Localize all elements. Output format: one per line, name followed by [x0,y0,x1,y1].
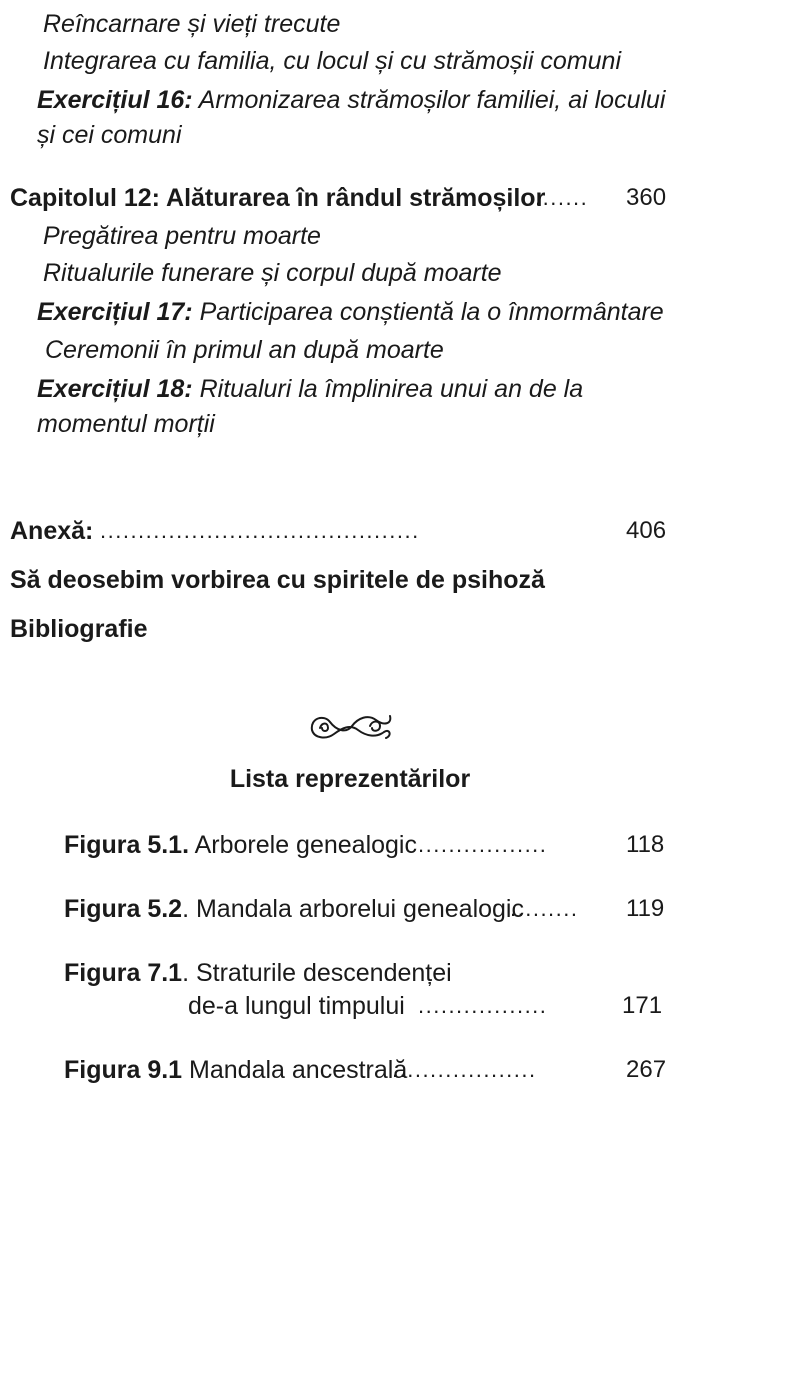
toc-exercise-17 [37,296,664,328]
annex-title: Anexă: [10,517,94,545]
toc-exercise-16 [37,84,665,116]
toc-leader-dots: .......................................... [100,518,420,543]
page-number: 118 [626,831,665,858]
chapter-12-title: Capitolul 12: Alăturarea în rândul strămoșilor [10,184,546,212]
toc-exercise-18 [37,373,583,405]
toc-leader-dots: ................... [392,1057,537,1082]
exercise-label: Exercițiul 16: [37,86,193,114]
exercise-label: Exercițiul 17: [37,298,193,326]
toc-exercise-continuation: și cei comuni [37,121,182,149]
toc-subentry: Ritualurile funerare și corpul după moarte [43,259,502,287]
page-number: 267 [626,1056,667,1083]
toc-exercise-continuation: momentul morții [37,410,215,438]
flourish-ornament-icon [306,706,396,746]
page-number: 119 [626,895,665,922]
toc-leader-dots: ................. [418,993,548,1018]
toc-subentry: Reîncarnare și vieți trecute [43,10,341,38]
figure-title-continuation: de-a lungul timpului [188,992,405,1020]
toc-leader-dots: ................. [418,832,548,857]
exercise-title: Participarea conștientă la o înmormântare [192,298,664,326]
toc-subentry: Integrarea cu familia, cu locul și cu strămoșii comuni [43,47,622,75]
page-number: 171 [622,992,663,1019]
toc-subentry: Pregătirea pentru moarte [43,222,321,250]
exercise-title: Armonizarea strămoșilor familiei, ai locului [192,86,666,114]
figure-label: Figura 7.1 [64,959,183,987]
figure-title: . Straturile descendenței [182,959,452,987]
figure-entry-5-1 [64,829,417,861]
toc-leader-dots: ......... [510,896,579,921]
figure-label: Figura 9.1 [64,1056,183,1084]
exercise-label: Exercițiul 18: [37,375,193,403]
figure-entry-7-1 [64,957,452,989]
figure-title: Arborele genealogic [189,831,417,859]
annex-item: Bibliografie [10,615,148,643]
exercise-title: Ritualuri la împlinirea unui an de la [192,375,584,403]
toc-subentry: Ceremonii în primul an după moarte [45,336,444,364]
annex-item: Să deosebim vorbirea cu spiritele de psihoză [10,566,545,594]
toc-leader-dots: ....... [535,185,589,210]
figure-title: Mandala ancestrală [182,1056,408,1084]
figure-entry-9-1 [64,1054,407,1086]
figure-entry-5-2 [64,893,524,925]
page-number: 406 [626,517,667,544]
page-number: 360 [626,184,667,211]
figures-list-heading: Lista reprezentărilor [229,765,471,793]
figure-label: Figura 5.1. [64,831,190,859]
figure-title: . Mandala arborelui genealogic [182,895,524,923]
figure-label: Figura 5.2 [64,895,183,923]
